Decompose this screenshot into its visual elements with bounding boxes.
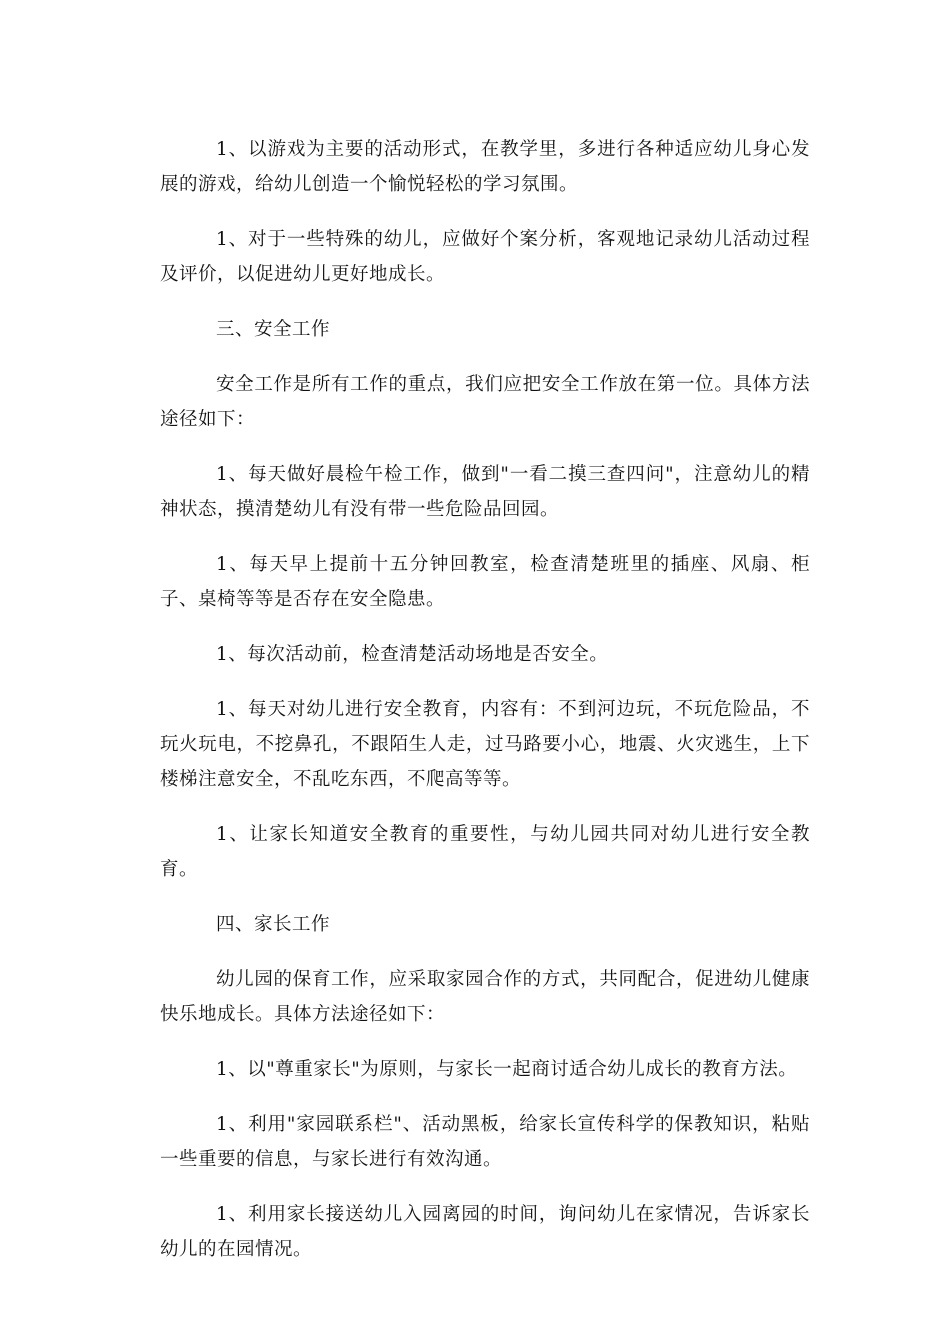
paragraph-pickup-time: 1、利用家长接送幼儿入园离园的时间，询问幼儿在家情况，告诉家长幼儿的在园情况。 (160, 1204, 810, 1260)
paragraph-safety-intro: 安全工作是所有工作的重点，我们应把安全工作放在第一位。具体方法途径如下： (160, 374, 810, 430)
paragraph-parent-safety: 1、让家长知道安全教育的重要性，与幼儿园共同对幼儿进行安全教育。 (160, 824, 810, 880)
paragraph-contact-board: 1、利用"家园联系栏"、活动黑板，给家长宣传科学的保教知识，粘贴一些重要的信息，与家长进行有效沟通。 (160, 1114, 810, 1170)
section-heading-parents: 四、家长工作 (216, 914, 331, 935)
paragraph-morning-check: 1、每天做好晨检午检工作，做到"一看二摸三查四问"，注意幼儿的精神状态，摸清楚幼儿有没有带一些危险品回园。 (160, 464, 810, 520)
paragraph-parents-intro: 幼儿园的保育工作，应采取家园合作的方式，共同配合，促进幼儿健康快乐地成长。具体方法途径如下： (160, 969, 810, 1025)
paragraph-respect-parents: 1、以"尊重家长"为原则，与家长一起商讨适合幼儿成长的教育方法。 (216, 1059, 798, 1080)
document-body (160, 132, 810, 1287)
section-heading-safety: 三、安全工作 (216, 319, 331, 340)
paragraph-classroom-check: 1、每天早上提前十五分钟回教室，检查清楚班里的插座、风扇、柜子、桌椅等等是否存在安全隐患。 (160, 554, 810, 610)
paragraph-activity-site-check: 1、每次活动前，检查清楚活动场地是否安全。 (216, 644, 609, 665)
paragraph-safety-education: 1、每天对幼儿进行安全教育，内容有：不到河边玩，不玩危险品，不玩火玩电，不挖鼻孔，不跟陌生人走，过马路要小心，地震、火灾逃生，上下楼梯注意安全，不乱吃东西，不爬高等等。 (160, 699, 810, 790)
paragraph-special-children: 1、对于一些特殊的幼儿，应做好个案分析，客观地记录幼儿活动过程及评价，以促进幼儿更好地成长。 (160, 229, 810, 285)
paragraph-play-activities: 1、以游戏为主要的活动形式，在教学里，多进行各种适应幼儿身心发展的游戏，给幼儿创造一个愉悦轻松的学习氛围。 (160, 139, 810, 195)
